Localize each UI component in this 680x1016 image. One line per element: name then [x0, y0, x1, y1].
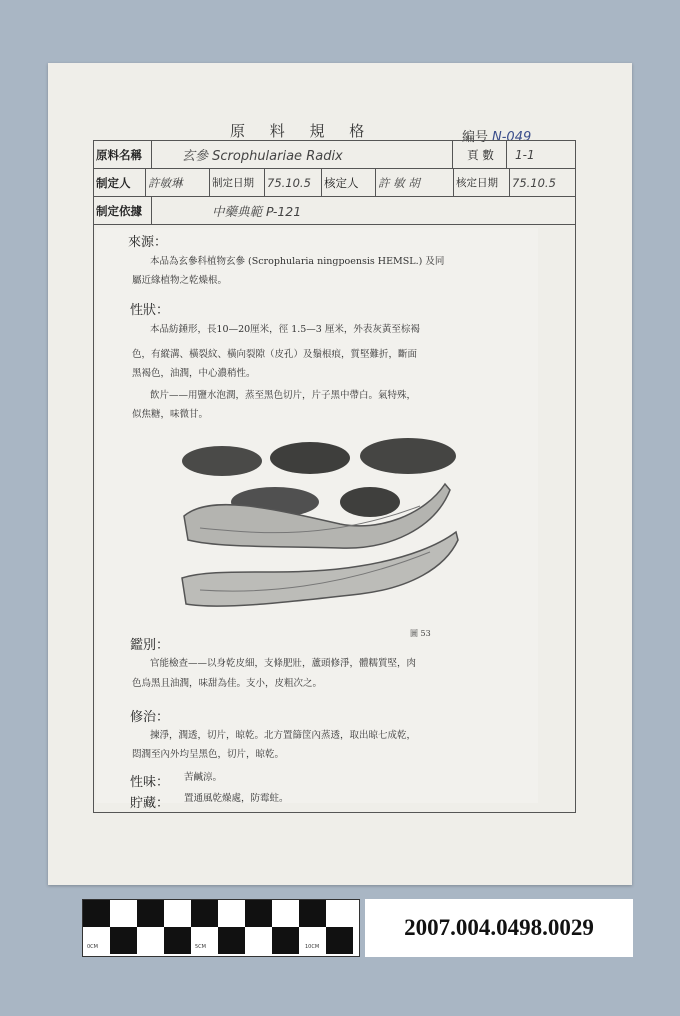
scale-tick-10: 10CM — [305, 944, 320, 950]
pages-value: 1-1 — [515, 147, 535, 162]
scale-square — [83, 900, 110, 927]
pages-label: 頁 數 — [453, 141, 507, 168]
check-date-value: 75.10.5 — [512, 175, 556, 190]
nature-text: 苦鹹涼。 — [184, 772, 223, 783]
name-label: 原料名稱 — [94, 141, 152, 168]
property-text-4: 飲片——用鹽水泡潤，蒸至黑色切片，片子黑中帶白。氣特殊， — [150, 390, 417, 401]
source-heading: 來源： — [128, 235, 168, 250]
name-value: 玄參 Scrophulariae Radix — [152, 141, 453, 168]
basis-label: 制定依據 — [94, 197, 152, 224]
maker-label: 制定人 — [94, 169, 146, 196]
root-specimen-illustration — [180, 428, 462, 626]
property-text-3: 黑褐色，油潤，中心濃稍性。 — [132, 368, 256, 379]
make-date-label: 制定日期 — [210, 169, 265, 196]
form-row-name — [94, 141, 575, 169]
scale-tick-5: 5CM — [195, 944, 206, 950]
property-text-1: 本品紡錘形，長10—20厘米，徑 1.5—3 厘米，外表灰黃至棕褐 — [150, 324, 420, 335]
check-date-label: 核定日期 — [454, 169, 510, 196]
scale-square — [137, 900, 164, 927]
make-date-value: 75.10.5 — [265, 169, 322, 196]
form-row-basis — [94, 197, 575, 225]
storage-heading: 貯藏： — [130, 796, 170, 811]
scale-square — [191, 900, 218, 927]
scale-square — [110, 927, 137, 954]
scale-square — [164, 927, 191, 954]
source-text-2: 屬近緣植物之乾燥根。 — [132, 275, 228, 286]
storage-text: 置通風乾燥處，防霉蛀。 — [184, 793, 289, 804]
identify-heading: 鑑別： — [130, 638, 170, 653]
process-text-2: 悶潤至內外均呈黑色，切片，晾乾。 — [132, 749, 285, 760]
catalog-number-label: 2007.004.0498.0029 — [365, 899, 633, 957]
color-scale-bar — [82, 899, 360, 957]
scale-square — [326, 927, 353, 954]
process-heading: 修治： — [130, 710, 170, 725]
nature-heading: 性味： — [130, 775, 170, 790]
property-text-5: 似焦糖，味微甘。 — [132, 409, 209, 420]
document-title: 原 料 規 格 — [230, 122, 375, 140]
process-text-1: 揀淨，潤透，切片，晾乾。北方置篩筐內蒸透，取出晾七成乾， — [150, 730, 417, 741]
property-heading: 性狀： — [130, 303, 170, 318]
scale-square — [272, 927, 299, 954]
identify-text-2: 色烏黑且油潤，味甜為佳。支小，皮粗次之。 — [132, 678, 323, 689]
scale-square — [299, 900, 326, 927]
maker-value: 許敏琳 — [146, 169, 210, 196]
property-text-2: 色，有縱溝、橫裂紋、橫向裂隙（皮孔）及鬚根痕，質堅難折，斷面 — [132, 349, 418, 360]
basis-value: 中藥典範 P-121 — [212, 203, 302, 219]
checker-label: 核定人 — [322, 169, 376, 196]
identify-text-1: 官能檢查——以身乾皮細，支條肥壯，蘆頭修淨，體糯質堅，肉 — [150, 658, 417, 669]
serial-value: N-049 — [492, 130, 532, 145]
serial-label: 編号 — [462, 130, 489, 145]
scale-square — [245, 900, 272, 927]
scale-tick-0: 0CM — [87, 944, 98, 950]
scale-square — [218, 927, 245, 954]
checker-value: 許 敏 胡 — [376, 169, 454, 196]
source-text-1: 本品為玄參科植物玄參 (Scrophularia ningpoensis HEMSL.) 及同 — [150, 256, 445, 267]
form-row-maker — [94, 169, 575, 197]
figure-caption: 圖 53 — [410, 629, 431, 638]
